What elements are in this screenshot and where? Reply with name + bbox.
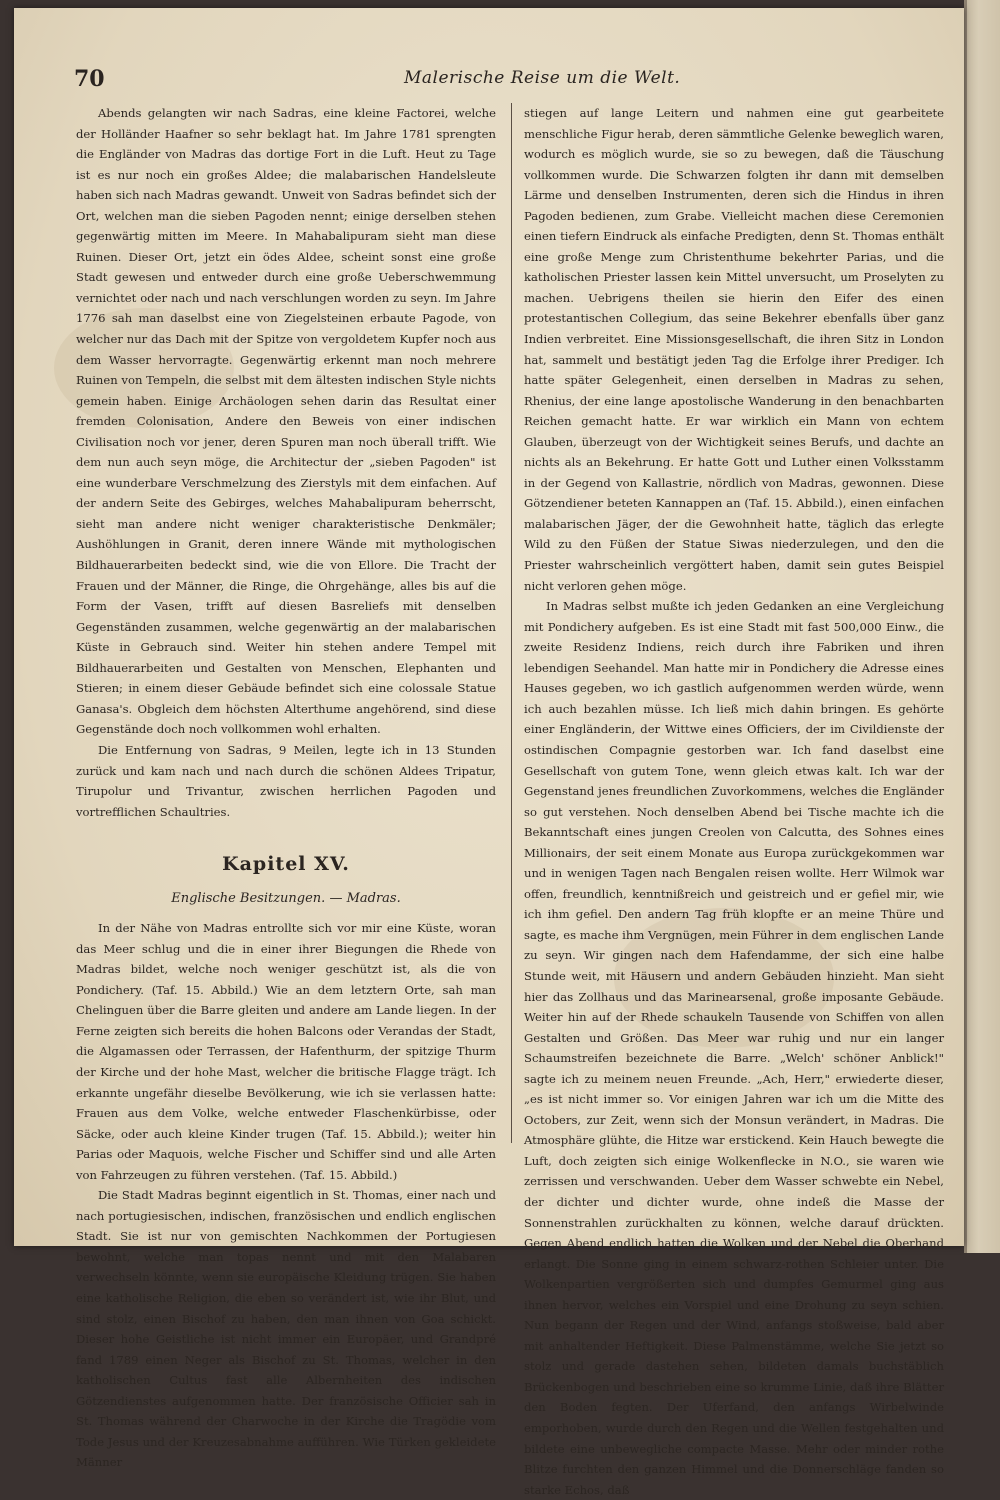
right-column	[524, 103, 944, 1500]
paragraph: stiegen auf lange Leitern und nahmen eine gut gearbeitete menschliche Figur herab, deren sämmtliche Gelenke beweglich waren, wodurch es möglich wurde, sie so zu bewegen, daß die Täuschung vollkommen wurde. Die Schwarzen folgten ihr dann mit demselben Lärme und denselben Instrumenten, deren sich die Hindus in ihren Pagoden bedienen, zum Grabe. Vielleicht machen diese Ceremonien einen tiefern Eindruck als einfache Predigten, denn St. Thomas enthält eine große Menge zum Christenthume bekehrter Parias, und die katholischen Priester lassen kein Mittel unversucht, um Proselyten zu machen. Uebrigens theilen sie hierin den Eifer des einen protestantischen Collegium, das seine Bekehrer ebenfalls über ganz Indien verbreitet. Eine Missionsgesellschaft, die ihren Sitz in London hat, sammelt und bestätigt jeden Tag die Erfolge ihrer Prediger. Ich hatte später Gelegenheit, einen derselben in Madras zu sehen, Rhenius, der eine lange apostolische Wanderung in den benachbarten Reichen gemacht hatte. Er war wirklich ein Mann von echtem Glauben, überzeugt von der Wichtigkeit seines Berufs, und dachte an nichts als an Bekehrung. Er hatte Gott und Luther einen Volksstamm in der Gegend von Kallastrie, nördlich von Madras, gewonnen. Diese Götzendiener beteten Kannappen an (Taf. 15. Abbild.), einen einfachen malabarischen Jäger, der die Gewohnheit hatte, täglich das erlegte Wild zu den Füßen der Statue Siwas niederzulegen, und den die Priester wahrscheinlich vergöttert haben, damit sein gutes Beispiel nicht verloren gehen möge.	[524, 106, 944, 593]
column-divider	[511, 103, 512, 1143]
section-title: Englische Besitzungen. — Madras.	[171, 891, 401, 907]
running-title: Malerische Reise um die Welt.	[404, 68, 681, 88]
chapter-title: Kapitel XV.	[222, 853, 350, 876]
paragraph: Abends gelangten wir nach Sadras, eine kleine Factorei, welche der Holländer Haafner so sehr beklagt hat. Im Jahre 1781 sprengten die Engländer von Madras das dortige Fort in die Luft. Heut zu Tage ist es nur noch ein großes Aldee; die malabarischen Handelsleute haben sich nach Madras gewandt. Unweit von Sadras befindet sich der Ort, welchen man die sieben Pagoden nennt; einige derselben stehen gegenwärtig mitten im Meere. In Mahabalipuram sieht man diese Ruinen. Dieser Ort, jetzt ein ödes Aldee, scheint sonst eine große Stadt gewesen und entweder durch eine große Ueberschwemmung vernichtet oder nach und nach verschlungen worden zu seyn. Im Jahre 1776 sah man daselbst eine von Ziegelsteinen erbaute Pagode, von welcher nur das Dach mit der Spitze von vergoldetem Kupfer noch aus dem Wasser hervorragte. Gegenwärtig erkennt man noch mehrere Ruinen von Tempeln, die selbst mit dem ältesten indischen Style nichts gemein haben. Einige Archäologen sehen darin das Resultat einer fremden Colonisation, Andere den Beweis von einer indischen Civilisation noch vor jener, deren Spuren man noch überall trifft. Wie dem nun auch seyn möge, die Architectur der „sieben Pagoden" ist eine wunderbare Verschmelzung des Zierstyls mit dem einfachen. Auf der andern Seite des Gebirges, welches Mahabalipuram beherrscht, sieht man andere nicht weniger charakteristische Denkmäler; Aushöhlungen in Granit, deren innere Wände mit mythologischen Bildhauerarbeiten bedeckt sind, wie die von Ellore. Die Tracht der Frauen und der Männer, die Ringe, die Ohrgehänge, alles bis auf die Form der Vasen, trifft auf diesen Basreliefs mit denselben Gegenständen zusammen, welche gegenwärtig an der malabarischen Küste in Gebrauch sind. Weiter hin stehen andere Tempel mit Bildhauerarbeiten und Gestalten von Menschen, Elephanten und Stieren; in einem dieser Gebäude befindet sich eine colossale Statue Ganasa's. Obgleich dem höchsten Alterthume angehörend, sind diese Gegenstände doch noch vollkommen wohl erhalten.	[76, 106, 496, 737]
paragraph: Die Stadt Madras beginnt eigentlich in St. Thomas, einer nach und nach portugiesischen, indischen, französischen und endlich englischen Stadt. Sie ist nur von gemischten Nachkommen der Portugiesen bewohnt, welche man topas nennt und mit den Malabaren verwechseln könnte, wenn sie europäische Kleidung trügen. Sie haben eine katholische Religion, die eben so verändert ist, wie ihr Blut, und sind stolz, einen Bischof zu haben, den man ihnen von Goa schickt. Dieser hohe Geistliche ist nicht immer ein Europäer, und Grandpré fand 1789 einen Neger als Bischof zu St. Thomas, welcher in den katholischen Cultus fast alle Albernheiten des indischen Götzendienstes aufgenommen hatte. Der französische Officier sah in St. Thomas während der Charwoche in der Kirche die Tragödie vom Tode Jesus und der Kreuzesabnahme aufführen. Wie Türken gekleidete Männer	[76, 1188, 496, 1470]
book-page	[14, 8, 964, 1497]
paragraph: Die Entfernung von Sadras, 9 Meilen, legte ich in 13 Stunden zurück und kam nach und nach durch die schönen Aldees Tripatur, Tirupolur und Trivantur, zwischen herrlichen Pagoden und vortrefflichen Schaultries.	[76, 742, 496, 819]
paragraph: In Madras selbst mußte ich jeden Gedanken an eine Vergleichung mit Pondichery aufgeben. Es ist eine Stadt mit fast 500,000 Einw., die zweite Residenz Indiens, reich durch ihre Fabriken und ihren lebendigen Seehandel. Man hatte mir in Pondichery die Adresse eines Hauses gegeben, wo ich gastlich aufgenommen werden würde, wenn ich auch bezahlen müsse. Ich ließ mich dahin bringen. Es gehörte einer Engländerin, der Wittwe eines Officiers, der im Civildienste der ostindischen Compagnie gestorben war. Ich fand daselbst eine Gesellschaft von gutem Tone, wenn gleich etwas kalt. Ich war der Gegenstand jenes freundlichen Zuvorkommens, welches die Engländer so gut verstehen. Noch denselben Abend bei Tische machte ich die Bekanntschaft eines jungen Creolen von Calcutta, des Sohnes eines Millionairs, der seit einem Monate aus Europa zurückgekommen war und in wenigen Tagen nach Bengalen reisen wollte. Herr Wilmok war offen, freundlich, kenntnißreich und geistreich und er gefiel mir, wie ich ihm gefiel. Den andern Tag früh klopfte er an meine Thüre und sagte, es mache ihm Vergnügen, mein Führer in dem englischen Lande zu seyn. Wir gingen nach dem Hafendamme, der sich eine halbe Stunde weit, mit Häusern und andern Gebäuden hinzieht. Man sieht hier das Zollhaus und das Marinearsenal, große imposante Gebäude. Weiter hin auf der Rhede schaukeln Tausende von Schiffen von allen Gestalten und Größen. Das Meer war ruhig und nur ein langer Schaumstreifen bezeichnete die Barre. „Welch' schöner Anblick!" sagte ich zu meinem neuen Freunde. „Ach, Herr," erwiederte dieser, „es ist nicht immer so. Vor einigen Jahren war ich um die Mitte des Octobers, zur Zeit, wenn sich der Monsun verändert, in Madras. Die Atmosphäre glühte, die Hitze war erstickend. Kein Hauch bewegte die Luft, doch zeigten sich einige Wolkenflecke in N.O., sie waren wie zerrissen und verschwanden. Ueber dem Wasser schwebte ein Nebel, der dichter und dichter wurde, ohne indeß die Masse der Sonnenstrahlen zurückhalten zu können, welche darauf drückten. Gegen Abend endlich hatten die Wolken und der Nebel die Oberhand erlangt. Die Sonne ging in einem schwarz-rothen Schleier unter. Die Wolkenpartien vergrößerten sich und dumpfes Gemurmel ging aus ihnen hervor, welches ein Vorspiel und eine Drohung zu seyn schien. Nun begann der Regen und der Wind, anfangs stoßweise, bald aber mit anhaltender Heftigkeit. Diese Palmenstämme, welche Sie jetzt so stolz und gerade dastehen sehen, bildeten damals buchstäblich Brückenbogen und beschrieben eine so krumme Linie, daß ihre Blätter den Boden fegten. Der Uferfand, den anfangs Wirbelwinde emporhoben, wurde durch den Regen und die Wellen festgehalten und bildete eine unbewegliche compacte Masse. Mehr oder minder rothe Blitze furchten den ganzen Himmel und die Donnerschläge fanden so starke Echos, daß	[524, 599, 944, 1497]
page-header	[74, 66, 954, 96]
left-column	[76, 103, 496, 1473]
paragraph: In der Nähe von Madras entrollte sich vor mir eine Küste, woran das Meer schlug und die in einer ihrer Biegungen die Rhede von Madras bildet, welche noch weniger geschützt ist, als die von Pondichery. (Taf. 15. Abbild.) Wie an dem letztern Orte, sah man Chelinguen über die Barre gleiten und andere am Lande liegen. In der Ferne zeigten sich bereits die hohen Balcons oder Verandas der Stadt, die Algamassen oder Terrassen, der Hafenthurm, der spitzige Thurm der Kirche und der hohe Mast, welcher die britische Flagge trägt. Ich erkannte ungefähr dieselbe Bevölkerung, wie ich sie verlassen hatte: Frauen aus dem Volke, welche entweder Flaschenkürbisse, oder Säcke, oder auch kleine Kinder trugen (Taf. 15. Abbild.); weiter hin Parias oder Maquois, welche Fischer und Schiffer sind und alle Arten von Fahrzeugen zu führen verstehen. (Taf. 15. Abbild.)	[76, 921, 496, 1182]
adjacent-page-edge	[964, 0, 1000, 1253]
page-number: 70	[74, 66, 105, 92]
